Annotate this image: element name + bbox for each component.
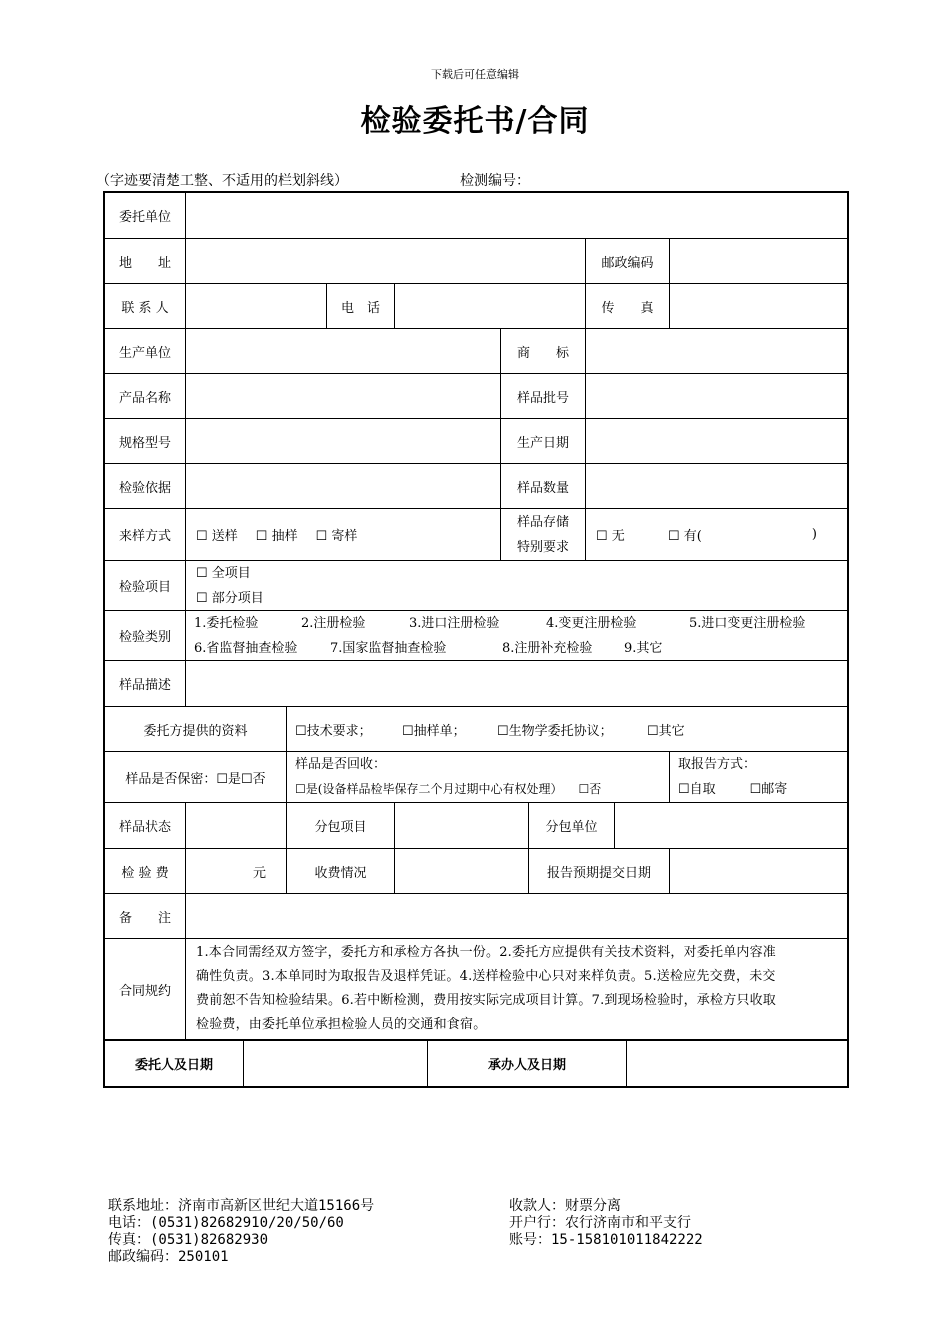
footer-postcode: 邮政编码：250101	[108, 1249, 229, 1265]
subcontract-unit-field[interactable]	[614, 802, 847, 848]
entrustment-form	[103, 191, 849, 1088]
materials-option-bio[interactable]: ☐生物学委托协议；	[497, 723, 613, 739]
sampling-option-mail[interactable]: ☐ 寄样	[315, 529, 358, 544]
category-option-2[interactable]: 2.注册检验	[301, 616, 366, 631]
fee-field[interactable]	[185, 848, 286, 893]
instruction-note: （字迹要清楚工整、不适用的栏划斜线）	[96, 173, 348, 189]
category-option-6[interactable]: 6.省监督抽查检验	[194, 640, 298, 656]
sample-quantity-label: 样品数量	[500, 463, 585, 508]
footer-phone: 电话：(0531)82682910/20/50/60	[108, 1215, 344, 1231]
storage-option-yes-close: )	[811, 527, 817, 542]
fax-label: 传 真	[585, 283, 669, 328]
model-field[interactable]	[185, 418, 500, 463]
product-name-field[interactable]	[185, 373, 500, 418]
footer-contact	[108, 1198, 374, 1266]
remarks-label: 备 注	[105, 893, 185, 938]
report-due-date-field[interactable]	[669, 848, 847, 893]
model-label: 规格型号	[105, 418, 185, 463]
production-date-label: 生产日期	[500, 418, 585, 463]
storage-requirement-label-line1: 样品存储	[516, 514, 569, 530]
product-name-label: 产品名称	[105, 373, 185, 418]
sample-status-field[interactable]	[185, 802, 286, 848]
trademark-label: 商 标	[500, 328, 585, 373]
contract-terms-text	[185, 938, 847, 1039]
storage-option-yes[interactable]: ☐ 有(	[668, 529, 702, 544]
report-option-mail[interactable]: ☐邮寄	[749, 782, 788, 797]
entrusting-unit-field[interactable]	[185, 193, 847, 238]
test-category-label: 检验类别	[105, 610, 185, 660]
payment-status-field[interactable]	[394, 848, 528, 893]
sampling-method-options	[185, 508, 500, 560]
manufacturer-label: 生产单位	[105, 328, 185, 373]
category-option-9[interactable]: 9.其它	[624, 640, 663, 656]
return-note: (设备样品检毕保存二个月过期中心有权处理）	[317, 782, 563, 796]
manufacturer-field[interactable]	[185, 328, 500, 373]
test-basis-field[interactable]	[185, 463, 500, 508]
terms-line-1: 1.本合同需经双方签字，委托方和承检方各执一份。2.委托方应提供有关技术资料，对委托单内容准	[196, 945, 777, 960]
client-materials-label: 委托方提供的资料	[105, 706, 286, 751]
materials-option-tech[interactable]: ☐技术要求；	[295, 723, 372, 739]
report-option-self[interactable]: ☐自取	[678, 782, 716, 797]
fax-field[interactable]	[669, 283, 847, 328]
return-option-yes[interactable]: ☐是	[295, 782, 318, 796]
storage-option-none[interactable]: ☐ 无	[596, 529, 625, 544]
client-sign-label: 委托人及日期	[105, 1039, 243, 1086]
subcontract-unit-label: 分包单位	[528, 802, 614, 848]
test-basis-label: 检验依据	[105, 463, 185, 508]
report-method-label: 取报告方式：	[678, 757, 757, 772]
fee-label: 检 验 费	[105, 848, 185, 893]
subcontract-items-label: 分包项目	[286, 802, 394, 848]
storage-requirement-label-line2: 特别要求	[516, 539, 569, 555]
test-items-options	[185, 560, 847, 610]
terms-line-2: 确性负责。3.本单同时为取报告及退样凭证。4.送样检验中心只对来样负责。5.送检应先交费，未交	[196, 969, 776, 984]
postal-code-label: 邮政编码	[585, 238, 669, 283]
page-title: 检验委托书/合同	[360, 104, 590, 139]
test-items-option-partial[interactable]: ☐ 部分项目	[196, 590, 264, 606]
materials-option-other[interactable]: ☐其它	[647, 723, 685, 739]
payment-status-label: 收费情况	[286, 848, 394, 893]
sample-status-label: 样品状态	[105, 802, 185, 848]
phone-field[interactable]	[394, 283, 585, 328]
sample-return-label: 样品是否回收：	[295, 757, 387, 772]
sampling-method-label: 来样方式	[105, 508, 185, 560]
handler-sign-field[interactable]	[626, 1039, 847, 1086]
address-label: 地 址	[105, 238, 185, 283]
test-category-options	[185, 610, 847, 660]
storage-requirement-label	[500, 508, 585, 560]
client-sign-field[interactable]	[243, 1039, 427, 1086]
footer-fax: 传真：(0531)82682930	[108, 1232, 269, 1248]
category-option-1[interactable]: 1.委托检验	[194, 616, 259, 631]
terms-line-3: 费前恕不告知检验结果。6.若中断检测，费用按实际完成项目计算。7.到现场检验时，承检方只收取	[196, 993, 777, 1008]
subcontract-items-field[interactable]	[394, 802, 528, 848]
materials-option-sampling[interactable]: ☐抽样单；	[402, 723, 466, 739]
contract-terms-label: 合同规约	[105, 938, 185, 1039]
footer-payee: 收款人：财票分离	[509, 1198, 621, 1214]
terms-line-4: 检验费，由委托单位承担检验人员的交通和食宿。	[196, 1017, 487, 1032]
contact-field[interactable]	[185, 283, 326, 328]
fee-unit: 元	[252, 865, 266, 881]
contact-label: 联 系 人	[105, 283, 185, 328]
report-due-date-label: 报告预期提交日期	[528, 848, 669, 893]
remarks-field[interactable]	[185, 893, 847, 938]
postal-code-field[interactable]	[669, 238, 847, 283]
header-note: 下载后可任意编辑	[431, 68, 519, 81]
sample-return-block	[286, 751, 669, 802]
footer-address: 联系地址：济南市高新区世纪大道15166号	[108, 1198, 375, 1214]
handler-sign-label: 承办人及日期	[427, 1039, 626, 1086]
sample-description-field[interactable]	[185, 660, 847, 706]
sample-quantity-field[interactable]	[585, 463, 847, 508]
return-option-no[interactable]: ☐否	[578, 782, 602, 796]
report-method-block	[669, 751, 847, 802]
footer-account: 账号：15-158101011842222	[509, 1232, 703, 1248]
entrusting-unit-label: 委托单位	[118, 210, 171, 225]
confidential-option[interactable]: 样品是否保密：☐是☐否	[105, 751, 286, 802]
sampling-option-draw[interactable]: ☐ 抽样	[255, 529, 298, 544]
storage-requirement-options	[585, 508, 847, 560]
address-field[interactable]	[185, 238, 585, 283]
client-materials-options	[286, 706, 847, 751]
sample-description-label: 样品描述	[105, 660, 185, 706]
category-option-5[interactable]: 5.进口变更注册检验	[689, 616, 806, 631]
sample-batch-label: 样品批号	[500, 373, 585, 418]
category-option-3[interactable]: 3.进口注册检验	[409, 616, 500, 631]
sample-batch-field[interactable]	[585, 373, 847, 418]
phone-label: 电 话	[326, 283, 394, 328]
production-date-field[interactable]	[585, 418, 847, 463]
sampling-option-deliver[interactable]: ☐ 送样	[196, 529, 238, 544]
test-items-label: 检验项目	[105, 560, 185, 610]
footer-bank	[509, 1198, 703, 1249]
test-number-label: 检测编号：	[460, 173, 530, 189]
footer-bank-name: 开户行：农行济南市和平支行	[509, 1215, 691, 1231]
test-items-option-full[interactable]: ☐ 全项目	[196, 565, 251, 581]
category-option-8[interactable]: 8.注册补充检验	[502, 640, 593, 656]
trademark-field[interactable]	[585, 328, 847, 373]
category-option-4[interactable]: 4.变更注册检验	[546, 616, 637, 631]
category-option-7[interactable]: 7.国家监督抽查检验	[330, 640, 447, 656]
